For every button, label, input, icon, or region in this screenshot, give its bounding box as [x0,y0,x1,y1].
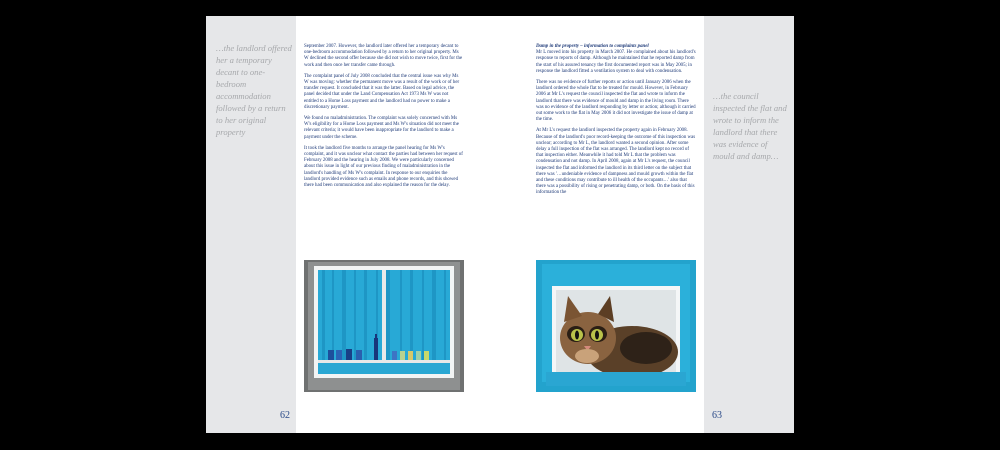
left-paragraph-1: September 2007. However, the landlord later offered her a temporary decant to one-bedroom accommodation followed by a return to her original property. Ms W declined the second offer because she did not wish to move twice, first for the work and then once her transfer came through. [304,44,463,68]
right-margin-strip [704,16,794,433]
right-paragraph-2: There was no evidence of further reports or action until January 2006 when the landlord ordered the whole flat to be treated for mould. However, in February 2006 at Mr L's request the council inspected the flat and wrote to inform the landlord that there was evidence of mould and damp in the living room. There was no evidence of the landlord responding by letter or action; although it carried out some work to the flat in May 2006 it did not investigate the issue of damp at the time. [536,80,696,123]
left-paragraph-4: It took the landlord five months to arrange the panel hearing for Ms W's complaint, and it was unclear what contact the parties had between her request of February 2008 and the hearing in July 2008. We were particularly concerned about this issue in light of our previous finding of maladministration in the landlord's handling of Ms W's complaint. In response to our enquiries the landlord provided evidence such as emails and phone records, and this showed there had been communication and also explained the reason for the delay. [304,145,463,189]
left-paragraph-2: The complaint panel of July 2008 concluded that the central issue was why Ms W was moving: whether the permanent move was a result of the work or of her transfer request. It concluded that it was the latter. Based on legal advice, the panel decided that under the Land Compensation Act 1973 Ms W was not entitled to a Home Loss payment and the landlord had no power to make a discretionary payment. [304,73,460,110]
right-page-number: 63 [712,410,722,421]
left-body-column [304,44,464,194]
right-paragraph-3: At Mr L's request the landlord inspected the property again in February 2008. Because of the landlord's poor record-keeping the outcome of this inspection was unclear; according to Mr L, the landlord wanted a second opinion. After some delay a full inspection of the flat was arranged. The landlord kept no record of that inspection either. Meanwhile it had told Mr L that the problem was condensation and not damp. In April 2008, again at Mr L's request, the council inspected the flat and informed the landlord in its third letter on the subject that there was '…undeniable evidence of dampness and mould growth within the flat and these conditions may contribute to ill health of the occupants…' also that there was a possibility of rising or penetrating damp, or both. On the basis of this information the [536,128,696,196]
window-curtains-photo [304,260,464,392]
left-pull-quote: …the landlord offered her a temporary decant to one-bedroom accommodation followed by a return to her original property [216,43,292,137]
right-pull-quote: …the council inspected the flat and wrote to inform the landlord that there was evidence of mould and damp… [713,91,787,161]
cat-window-photo [536,260,696,392]
section-heading: Damp in the property – information to complaints panel [536,44,649,49]
right-paragraph-1: Mr L moved into his property in March 2007. He complained about his landlord's response to reports of damp. Although he maintained that he reported damp from the start of his assured tenancy the first documented report was in May 2005; in response the landlord fitted a ventilation system to deal with condensation. [536,50,696,74]
book-spread [206,16,794,433]
cat-in-window-icon [536,260,696,392]
left-paragraph-3: We found no maladministration. The complaint was solely concerned with Ms W's eligibility for a Home Loss payment and Ms W's situation did not meet the relevant criteria; it would have been inappropriate for the landlord to make a payment under the scheme. [304,116,459,140]
right-page [500,16,794,433]
left-page-number: 62 [280,410,290,421]
left-page [206,16,500,433]
right-body-column [536,44,696,202]
window-with-blue-curtains-icon [304,260,464,392]
